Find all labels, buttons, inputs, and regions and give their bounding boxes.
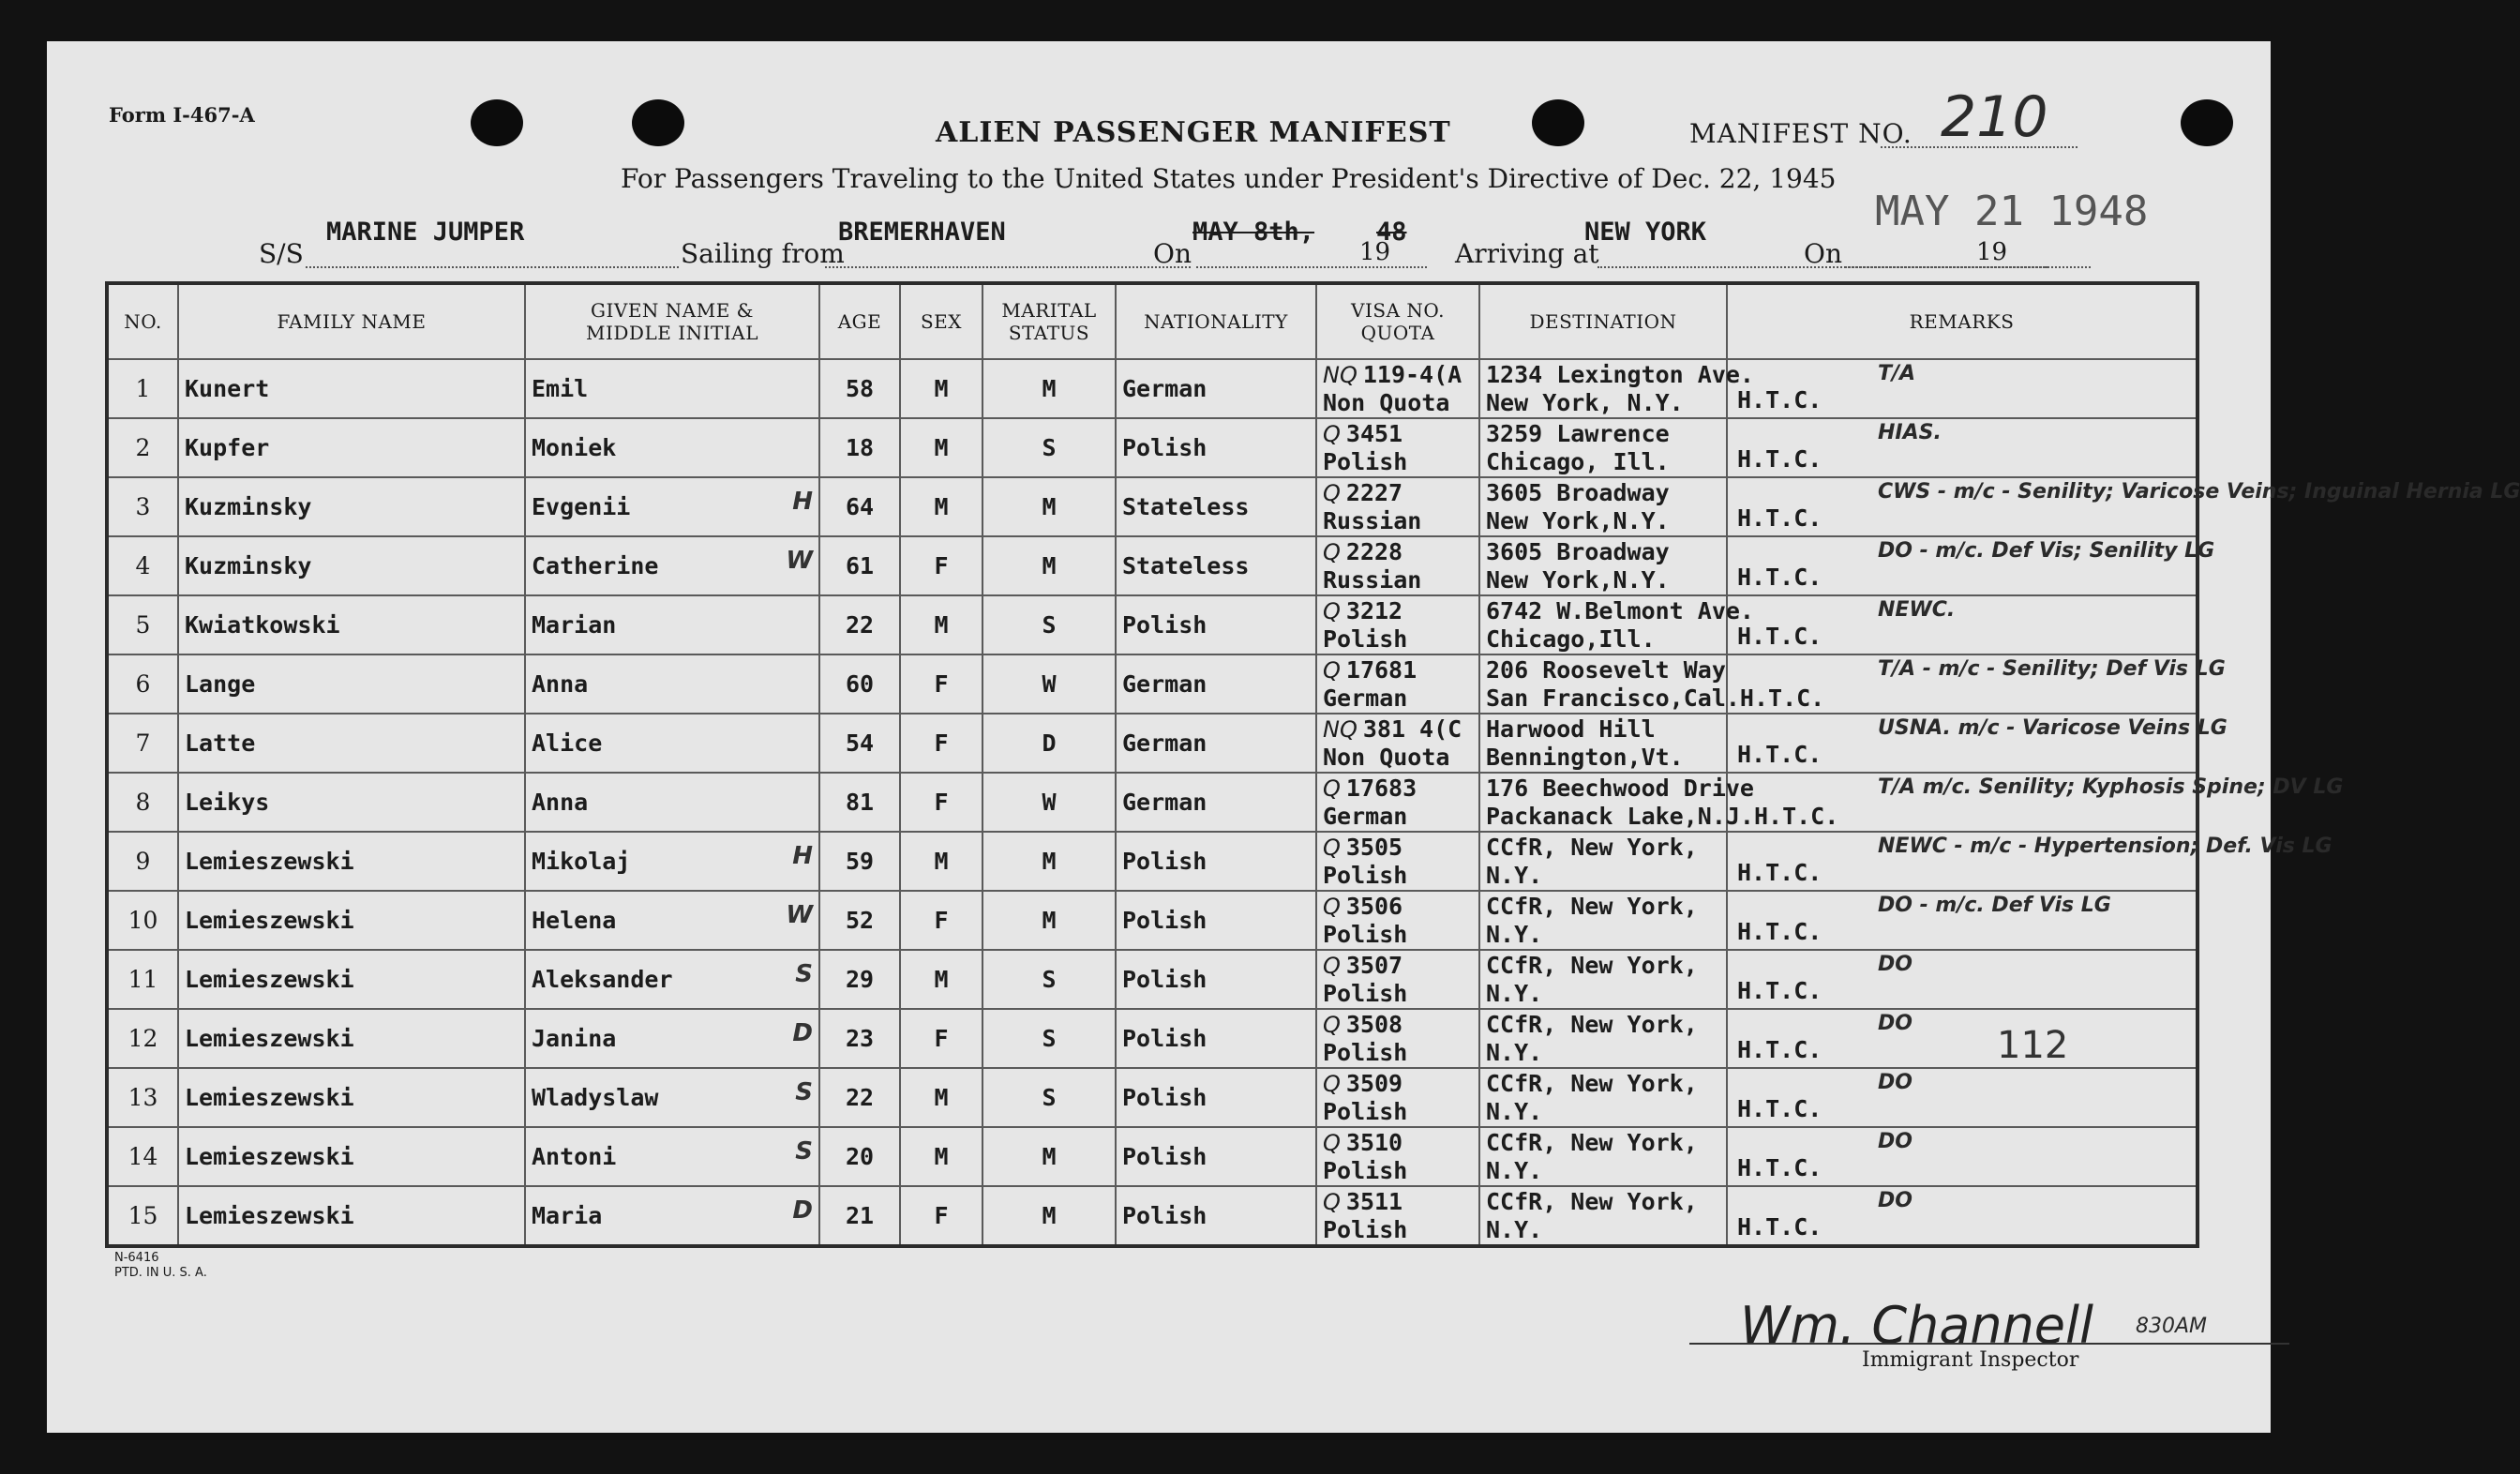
htc-code: H.T.C. (1737, 1213, 1822, 1241)
family-name: Latte (178, 714, 525, 773)
remarks (1727, 595, 2198, 654)
table-row (107, 418, 2198, 477)
htc-code: H.T.C. (1737, 918, 1822, 945)
age: 23 (819, 1009, 900, 1068)
destination: CCfR, New York, N.Y. (1479, 950, 1727, 1009)
visa-quota: Q 3507 Polish (1316, 950, 1479, 1009)
destination: 206 Roosevelt Way San Francisco,Cal.H.T.C. (1479, 654, 1727, 714)
family-name: Lemieszewski (178, 950, 525, 1009)
sex: M (900, 832, 982, 891)
table-row (107, 832, 2198, 891)
marital-status: M (982, 832, 1116, 891)
visa-quota: Q 3212 Polish (1316, 595, 1479, 654)
remark-note: NEWC - m/c - Hypertension; Def. Vis LG (1878, 835, 2332, 858)
given-name: Anna (525, 654, 819, 714)
quota-mark: Q (1323, 597, 1341, 624)
arriving-label: Arriving at (1455, 238, 1599, 269)
marital-status: M (982, 536, 1116, 595)
quota-mark: NQ (1323, 715, 1358, 743)
table-row (107, 1009, 2198, 1068)
nationality: Polish (1116, 891, 1316, 950)
given-name: Janina D (525, 1009, 819, 1068)
htc-code: H.T.C. (1737, 386, 1822, 414)
given-name: Wladyslaw S (525, 1068, 819, 1127)
destination: 1234 Lexington Ave. New York, N.Y. (1479, 359, 1727, 418)
nationality: Polish (1116, 832, 1316, 891)
marital-status: M (982, 359, 1116, 418)
sex: M (900, 418, 982, 477)
age: 21 (819, 1186, 900, 1246)
quota-mark: Q (1323, 1188, 1341, 1215)
destination: CCfR, New York, N.Y. (1479, 832, 1727, 891)
visa-quota: Q 17681 German (1316, 654, 1479, 714)
table-row (107, 773, 2198, 832)
footer-code: N-6416 (114, 1251, 159, 1265)
quota-mark: NQ (1323, 361, 1358, 388)
given-name: Catherine W (525, 536, 819, 595)
row-number: 11 (107, 950, 178, 1009)
quota-mark: Q (1323, 538, 1341, 565)
age: 18 (819, 418, 900, 477)
relation-mark: S (795, 1137, 813, 1166)
nationality: Polish (1116, 595, 1316, 654)
manifest-no-label: MANIFEST NO. (1689, 118, 1912, 149)
remark-note: DO - m/c. Def Vis; Senility LG (1878, 539, 2215, 563)
family-name: Kwiatkowski (178, 595, 525, 654)
visa-quota: Q 3509 Polish (1316, 1068, 1479, 1127)
htc-code: H.T.C. (1737, 445, 1822, 473)
remarks (1727, 536, 2215, 595)
row-number: 10 (107, 891, 178, 950)
quota-mark: Q (1323, 420, 1341, 447)
destination: CCfR, New York, N.Y. (1479, 1127, 1727, 1186)
marital-status: S (982, 950, 1116, 1009)
relation-mark: S (795, 1078, 813, 1106)
age: 81 (819, 773, 900, 832)
quota-mark: Q (1323, 1011, 1341, 1038)
marital-status: M (982, 477, 1116, 536)
given-name: Alice (525, 714, 819, 773)
remarks (1727, 714, 2228, 773)
on-label: On (1153, 238, 1192, 269)
relation-mark: H (792, 488, 813, 516)
family-name: Lemieszewski (178, 891, 525, 950)
row-number: 13 (107, 1068, 178, 1127)
quota-mark: Q (1323, 1070, 1341, 1097)
marital-status: S (982, 418, 1116, 477)
remark-note: T/A m/c. Senility; Kyphosis Spine; DV LG (1878, 775, 2344, 799)
visa-quota: Q 3511 Polish (1316, 1186, 1479, 1246)
remarks (1727, 950, 2198, 1009)
relation-mark: H (792, 842, 813, 870)
quota-mark: Q (1323, 834, 1341, 861)
sex: F (900, 654, 982, 714)
manifest-sheet (47, 41, 2520, 1433)
nationality: Polish (1116, 1068, 1316, 1127)
remarks (1727, 477, 2520, 536)
table-row (107, 1127, 2198, 1186)
relation-mark: D (792, 1019, 813, 1047)
sex: F (900, 714, 982, 773)
col-marital: MARITAL STATUS (982, 283, 1116, 359)
age: 58 (819, 359, 900, 418)
marital-status: M (982, 1186, 1116, 1246)
htc-code: H.T.C. (1737, 1095, 1822, 1122)
visa-quota: Q 3451 Polish (1316, 418, 1479, 477)
table-row (107, 359, 2198, 418)
table-row (107, 477, 2198, 536)
tally-number: 112 (1997, 1024, 2069, 1067)
age: 64 (819, 477, 900, 536)
given-name: Antoni S (525, 1127, 819, 1186)
remarks (1727, 1068, 2198, 1127)
row-number: 7 (107, 714, 178, 773)
destination: CCfR, New York, N.Y. (1479, 1009, 1727, 1068)
table-row (107, 1068, 2198, 1127)
remarks (1727, 832, 2332, 891)
remark-note: CWS - m/c - Senility; Varicose Veins; Inguinal Hernia LG (1878, 480, 2520, 504)
family-name: Lemieszewski (178, 1186, 525, 1246)
remarks (1727, 1186, 2198, 1246)
passenger-table (105, 281, 2520, 1248)
col-destination: DESTINATION (1479, 283, 1727, 359)
table-header (107, 283, 2198, 359)
remark-note: DO - m/c. Def Vis LG (1878, 894, 2111, 917)
sailing-from: BREMERHAVEN (838, 218, 1006, 247)
quota-mark: Q (1323, 952, 1341, 979)
nationality: Polish (1116, 418, 1316, 477)
arrival-date-stamp: MAY 21 1948 (1875, 188, 2149, 235)
sex: F (900, 773, 982, 832)
table-row (107, 595, 2198, 654)
htc-code: H.T.C. (1737, 741, 1822, 768)
given-name: Emil (525, 359, 819, 418)
sex: F (900, 536, 982, 595)
col-age: AGE (819, 283, 900, 359)
form-number: Form I-467-A (109, 103, 255, 127)
row-number: 6 (107, 654, 178, 714)
quota-mark: Q (1323, 775, 1341, 802)
family-name: Kuzminsky (178, 536, 525, 595)
col-no: NO. (107, 283, 178, 359)
sex: F (900, 1186, 982, 1246)
given-name: Mikolaj H (525, 832, 819, 891)
remark-note: DO (1878, 953, 1912, 976)
relation-mark: D (792, 1196, 813, 1225)
table-row (107, 950, 2198, 1009)
row-number: 15 (107, 1186, 178, 1246)
sex: M (900, 1127, 982, 1186)
nationality: Stateless (1116, 536, 1316, 595)
htc-code: H.T.C. (1737, 859, 1822, 886)
quota-mark: Q (1323, 479, 1341, 506)
nationality: Polish (1116, 1009, 1316, 1068)
punch-hole (471, 99, 523, 146)
col-family-name: FAMILY NAME (178, 283, 525, 359)
row-number: 5 (107, 595, 178, 654)
quota-mark: Q (1323, 656, 1341, 684)
given-name: Moniek (525, 418, 819, 477)
destination: CCfR, New York, N.Y. (1479, 1186, 1727, 1246)
given-name: Evgenii H (525, 477, 819, 536)
col-visa: VISA NO. QUOTA (1316, 283, 1479, 359)
table-row (107, 714, 2198, 773)
visa-quota: Q 3505 Polish (1316, 832, 1479, 891)
sex: M (900, 359, 982, 418)
nationality: Polish (1116, 950, 1316, 1009)
htc-code: H.T.C. (1737, 977, 1822, 1004)
given-name: Maria D (525, 1186, 819, 1246)
marital-status: S (982, 1009, 1116, 1068)
nationality: German (1116, 773, 1316, 832)
family-name: Lemieszewski (178, 832, 525, 891)
table-row (107, 654, 2198, 714)
given-name: Aleksander S (525, 950, 819, 1009)
age: 61 (819, 536, 900, 595)
nationality: German (1116, 359, 1316, 418)
form-subtitle: For Passengers Traveling to the United States under President's Directive of Dec. 22, 1945 (621, 163, 1837, 194)
visa-quota: Q 3508 Polish (1316, 1009, 1479, 1068)
remark-note: DO (1878, 1189, 1912, 1212)
family-name: Kuzminsky (178, 477, 525, 536)
given-name: Helena W (525, 891, 819, 950)
row-number: 3 (107, 477, 178, 536)
sex: M (900, 595, 982, 654)
nationality: German (1116, 714, 1316, 773)
row-number: 4 (107, 536, 178, 595)
table-row (107, 536, 2198, 595)
table-row (107, 1186, 2198, 1246)
family-name: Kunert (178, 359, 525, 418)
row-number: 14 (107, 1127, 178, 1186)
remark-note: DO (1878, 1012, 1912, 1035)
manifest-number: 210 (1941, 84, 2048, 150)
year-prefix: 19 (1359, 238, 1391, 266)
remarks (1727, 891, 2198, 950)
htc-code: H.T.C. (1737, 1154, 1822, 1181)
remark-note: T/A - m/c - Senility; Def Vis LG (1878, 657, 2226, 681)
sailing-label: Sailing from (681, 238, 845, 269)
inspector-time: 830AM (2136, 1315, 2208, 1338)
col-remarks: REMARKS (1727, 283, 2198, 359)
inspector-label: Immigrant Inspector (1862, 1348, 2079, 1372)
given-name: Marian (525, 595, 819, 654)
ss-label: S/S (259, 238, 304, 269)
nationality: Stateless (1116, 477, 1316, 536)
destination: Harwood Hill Bennington,Vt. (1479, 714, 1727, 773)
destination: 6742 W.Belmont Ave. Chicago,Ill. (1479, 595, 1727, 654)
htc-code: H.T.C. (1737, 623, 1822, 650)
given-name: Anna (525, 773, 819, 832)
punch-hole (2181, 99, 2233, 146)
marital-status: D (982, 714, 1116, 773)
age: 59 (819, 832, 900, 891)
destination: 3605 Broadway New York,N.Y. (1479, 477, 1727, 536)
ship-name: MARINE JUMPER (326, 218, 525, 247)
row-number: 1 (107, 359, 178, 418)
remarks (1727, 418, 2198, 477)
row-number: 9 (107, 832, 178, 891)
family-name: Lange (178, 654, 525, 714)
marital-status: M (982, 891, 1116, 950)
nationality: Polish (1116, 1127, 1316, 1186)
remarks (1727, 359, 2198, 418)
age: 22 (819, 595, 900, 654)
form-title: ALIEN PASSENGER MANIFEST (936, 116, 1451, 149)
htc-code: H.T.C. (1737, 564, 1822, 591)
visa-quota: Q 2228 Russian (1316, 536, 1479, 595)
remarks (1727, 1127, 2198, 1186)
marital-status: W (982, 654, 1116, 714)
destination: 3605 Broadway New York,N.Y. (1479, 536, 1727, 595)
marital-status: S (982, 595, 1116, 654)
family-name: Lemieszewski (178, 1127, 525, 1186)
remark-note: HIAS. (1878, 421, 1942, 444)
family-name: Kupfer (178, 418, 525, 477)
remarks (1727, 1009, 2198, 1068)
age: 54 (819, 714, 900, 773)
arrival-year-prefix: 19 (1976, 238, 2008, 266)
arriving-at: NEW YORK (1584, 218, 1707, 247)
family-name: Lemieszewski (178, 1009, 525, 1068)
marital-status: W (982, 773, 1116, 832)
marital-status: S (982, 1068, 1116, 1127)
htc-code: H.T.C. (1737, 1036, 1822, 1063)
footer-printed: PTD. IN U. S. A. (114, 1266, 207, 1280)
remark-note: NEWC. (1878, 598, 1956, 622)
sex: F (900, 1009, 982, 1068)
family-name: Leikys (178, 773, 525, 832)
visa-quota: Q 3510 Polish (1316, 1127, 1479, 1186)
visa-quota: Q 17683 German (1316, 773, 1479, 832)
marital-status: M (982, 1127, 1116, 1186)
inspector-signature: Wm. Channell (1740, 1296, 2094, 1355)
remark-note: USNA. m/c - Varicose Veins LG (1878, 716, 2228, 740)
nationality: Polish (1116, 1186, 1316, 1246)
visa-quota: NQ 381 4(C Non Quota (1316, 714, 1479, 773)
family-name: Lemieszewski (178, 1068, 525, 1127)
remark-note: DO (1878, 1071, 1912, 1094)
quota-mark: Q (1323, 893, 1341, 920)
destination: 3259 Lawrence Chicago, Ill. (1479, 418, 1727, 477)
relation-mark: S (795, 960, 813, 988)
row-number: 12 (107, 1009, 178, 1068)
visa-quota: NQ 119-4(A Non Quota (1316, 359, 1479, 418)
col-sex: SEX (900, 283, 982, 359)
age: 60 (819, 654, 900, 714)
remark-note: DO (1878, 1130, 1912, 1153)
relation-mark: W (786, 901, 813, 929)
age: 52 (819, 891, 900, 950)
row-number: 8 (107, 773, 178, 832)
sex: M (900, 950, 982, 1009)
remark-note: T/A (1878, 362, 1916, 385)
col-given-name: GIVEN NAME & MIDDLE INITIAL (525, 283, 819, 359)
sex: M (900, 1068, 982, 1127)
punch-hole (632, 99, 684, 146)
htc-code: H.T.C. (1737, 504, 1822, 532)
remarks (1727, 654, 2226, 714)
age: 20 (819, 1127, 900, 1186)
nationality: German (1116, 654, 1316, 714)
sex: F (900, 891, 982, 950)
quota-mark: Q (1323, 1129, 1341, 1156)
remarks (1727, 773, 2344, 832)
punch-hole (1532, 99, 1584, 146)
col-nationality: NATIONALITY (1116, 283, 1316, 359)
row-number: 2 (107, 418, 178, 477)
table-row (107, 891, 2198, 950)
age: 22 (819, 1068, 900, 1127)
sailing-date: MAY 8th, (1192, 218, 1315, 247)
destination: CCfR, New York, N.Y. (1479, 1068, 1727, 1127)
destination: CCfR, New York, N.Y. (1479, 891, 1727, 950)
visa-quota: Q 2227 Russian (1316, 477, 1479, 536)
relation-mark: W (786, 547, 813, 575)
sex: M (900, 477, 982, 536)
destination: 176 Beechwood Drive Packanack Lake,N.J.H.T.C. (1479, 773, 1727, 832)
sailing-year: 48 (1376, 218, 1407, 247)
arrival-on-label: On (1804, 238, 1842, 269)
visa-quota: Q 3506 Polish (1316, 891, 1479, 950)
age: 29 (819, 950, 900, 1009)
